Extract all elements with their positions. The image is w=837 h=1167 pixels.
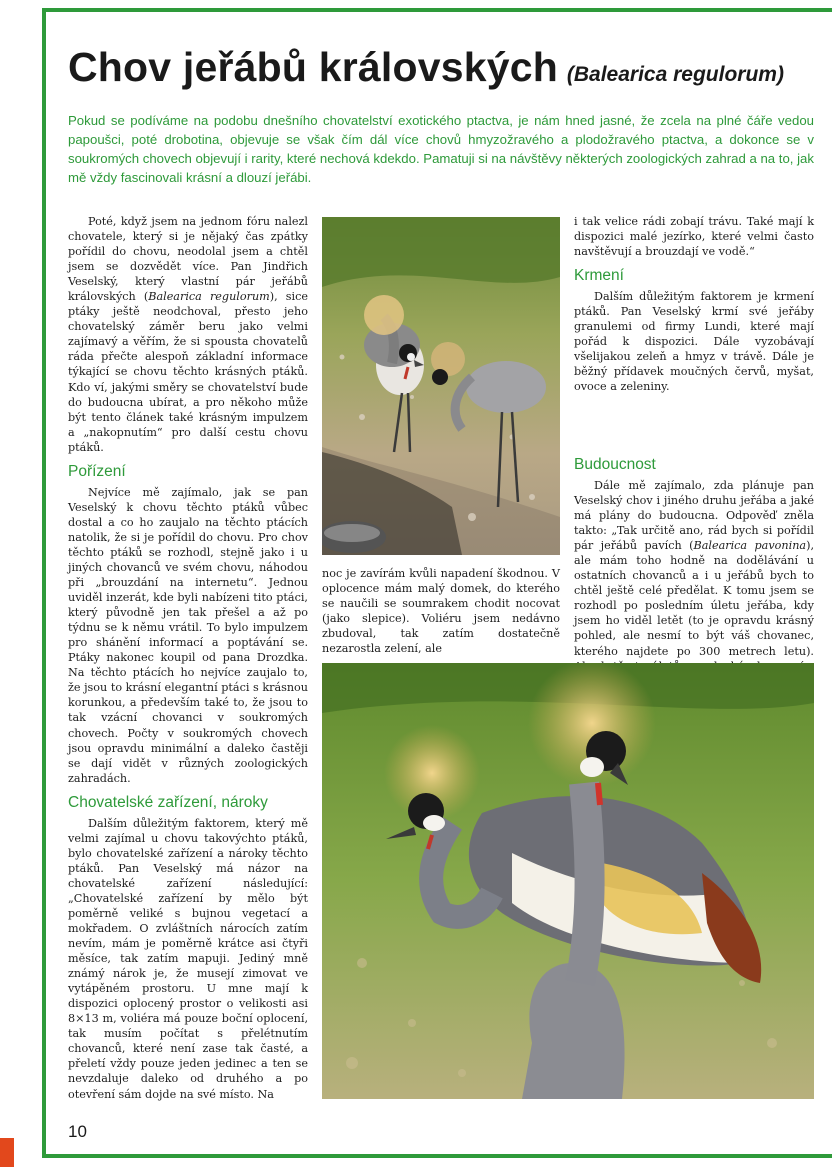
zarizeni-paragraph-1: Dalším důležitým faktorem, který mě velmi zajímal u chovu takovýchto ptáků, bylo chovatelské zařízení a nároky těchto ptáků. Pan Veselský má názor na chovatelské zařízení následující: „Chovatelské zařízení by mělo být poměrně veliké s bujnou vegetací a mokřadem. O zvláštních nárocích zatím nevím, mám je poměrně krátce asi čtyři měsíce, tak zatím mapuji. Jediný mně známý nárok je, že musejí zimovat ve vytápěném prostoru. U mne mají k dispozici oplocený prostor o velikosti asi 8×13 m, voliéra má pouze boční oplocení, tak musím počítat s přelétnutím chovanců, které není zase tak časté, a přeletí vždy pouze jeden jedinec a ten se nevzdaluje daleko od druhého a po otevření sám dojde na své místo. Na: [68, 816, 308, 1101]
page-corner-mark: [0, 1138, 14, 1167]
krmeni-paragraph: Dalším důležitým faktorem je krmení ptáků. Pan Veselský krmí své jeřáby granulemi od firmy Lundi, které mají pořád k dispozici. Dále vyzobávají všelijakou zeleň a hmyz v trávě. Dále je běžný přídavek moučných červů, myšat, ovoce a zeleniny.: [574, 290, 814, 394]
intro-text-1: Poté, když jsem na jednom fóru nalezl chovatele, který si je nějaký čas zpátky pořídil do chovu, neodolal jsem a chtěl jsem se dozvědět více. Pan Jindřich Veselský, který vlastní pár jeřábů královských (: [68, 215, 308, 304]
section-heading-krmeni: Krmení: [574, 267, 624, 285]
article-lead: Pokud se podíváme na podobu dnešního chovatelství exotického ptactva, je nám hned jasné, že zcela na plné čáře vedou papoušci, poté drobotina, objevuje se však čím dál více chovů hmyzožravého a plodožravého ptactva, a dokonce se v soukromých chovech objevují i rarity, které nechová kdekdo. Pamatuji si na návštěvy některých zoologických zahrad a na to, jak mě vždy fascinovali krásní a dlouzí jeřábi.: [68, 113, 814, 185]
photo-two-cranes: [322, 217, 560, 555]
photo-crane-closeup: [322, 663, 814, 1099]
porizeni-paragraph: Nejvíce mě zajímalo, jak se pan Veselský k chovu těchto ptáků vůbec dostal a co ho zaujalo na těchto ptácích natolik, že si je pořídil do chovu. Pro chov těchto ptáků se rozhodl, stejně jako i u jiných chovanců ve svém chovu, náhodou při „brouzdání na internetu“. Jednou uviděl inzerát, kde byli nabízeni tito ptáci, který původně jen tak přešel a až po týdnu se k němu vrátil. To bylo impulzem pro shánění informací a poptávání se. Ptáky nakonec koupil od pana Drozdka. Na těchto ptácích ho nejvíce zaujalo to, že jsou to krásní elegantní ptáci s krásnou korunkou, a především také to, že jsou to tak vzácní chovanci v soukromých chovech. Počty v soukromých chovech jsou opravdu minimální a daleko častěji se dají vidět v různých zoologických zahradách.: [68, 485, 308, 785]
section-heading-budoucnost: Budoucnost: [574, 456, 656, 473]
zarizeni-paragraph-2: noc je zavírám kvůli napadení škodnou. V oplocence mám malý domek, do kterého se naučili se soumrakem chodit nocovat (jako slepice). Voliéru jsem nedávno zbudoval, tak zatím dostatečně nezarostla zelení, ale: [322, 567, 560, 656]
intro-paragraph: [68, 214, 308, 455]
budoucnost-text-2: ), ale mám toho hodně na dodělávání u ostatních chovanců a i u jeřábů bych to chtěl ještě celé předělat. K tomu jsem se rozhodl po posledním úletu jeřába, kdy jsem ho viděl letět (to je opravdu krásný pohled, ale nesmí to být váš chovanec, kterého najdete po 300 metrech letu).: [574, 539, 814, 658]
section-heading-zarizeni: Chovatelské zařízení, nároky: [68, 793, 268, 811]
intro-text-2: ), sice ptáky ještě neodchoval, přesto jeho chovatelský záměr beru jako velmi zajímavý a věřím, že si spousta chovatelů ráda přečte alespoň základní informace týkající se chovu těchto krásných ptáků. Kdo ví, jakými směry se chovatelství bude do budoucna ubírat, a pro někoho může být tento článek také krásným impulzem a „nakopnutím“ pro další cestu chovu ptáků.: [68, 290, 308, 454]
article-title-latin: (Balearica regulorum): [566, 63, 784, 86]
text-column-right-lower: [574, 456, 814, 689]
page-number: 10: [68, 1122, 87, 1141]
budoucnost-text-1: Dále mě zajímalo, zda plánuje pan Veselský chov i jiného druhu jeřába a jaké má plány do budoucna. Odpověď zněla takto: „Tak určitě ano, rád bych si pořídil pár jeřábů pavích (: [574, 479, 814, 553]
text-column-middle: [322, 566, 560, 656]
zarizeni-paragraph-3: i tak velice rádi zobají trávu. Také mají k dispozici malé jezírko, které velmi často navštěvují a brouzdají ve vodě.“: [574, 215, 814, 259]
budoucnost-latin: Balearica pavonina: [693, 539, 807, 553]
text-column-right: [574, 214, 814, 394]
section-heading-porizeni: Pořízení: [68, 462, 126, 480]
text-column-left: [68, 214, 308, 1102]
article-title: [68, 44, 818, 91]
budoucnost-paragraph: [574, 478, 814, 689]
article-title-main: Chov jeřábů královských: [68, 44, 558, 90]
intro-latin: Balearica regulorum: [148, 290, 270, 304]
